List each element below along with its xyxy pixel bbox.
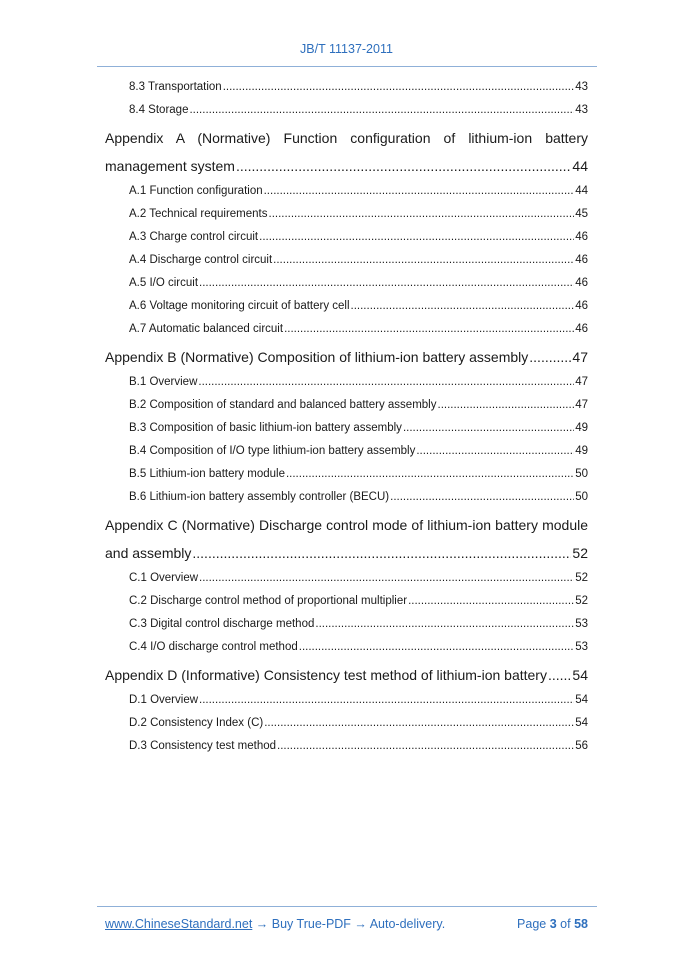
toc-entry-page: 50: [575, 491, 588, 503]
toc-entry-label: A.4 Discharge control circuit: [129, 254, 273, 266]
toc-entry-label: C.4 I/O discharge control method: [129, 641, 298, 653]
toc-entry-8-4[interactable]: [105, 99, 588, 122]
toc-entry-label: D.3 Consistency test method: [129, 740, 277, 752]
toc-entry-page: 52: [575, 595, 588, 607]
toc-entry-label: A.3 Charge control circuit: [129, 231, 259, 243]
dot-leader: [416, 440, 574, 463]
toc-entry-label: B.1 Overview: [129, 376, 198, 388]
dot-leader: [199, 689, 574, 712]
toc-entry-c-1[interactable]: [105, 567, 588, 590]
page-of-word: of: [560, 917, 571, 931]
toc-entry-a-5[interactable]: [105, 272, 588, 295]
toc-entry-page: 46: [575, 323, 588, 335]
toc-entry-page: 46: [575, 300, 588, 312]
appendix-b-title: Appendix B (Normative) Composition of lithium-ion battery assembly: [105, 349, 529, 365]
toc-entry-label: D.1 Overview: [129, 694, 199, 706]
dot-leader: [284, 318, 574, 341]
dot-leader: [264, 712, 574, 735]
toc-entry-label: 8.4 Storage: [129, 104, 189, 116]
dot-leader: [529, 343, 571, 371]
dot-leader: [299, 636, 574, 659]
toc-entry-a-4[interactable]: [105, 249, 588, 272]
toc-entry-label: 8.3 Transportation: [129, 81, 222, 93]
toc-entry-page: 53: [575, 641, 588, 653]
dot-leader: [199, 272, 574, 295]
dot-leader: [403, 417, 574, 440]
toc-entry-page: 50: [575, 468, 588, 480]
toc-entry-b-3[interactable]: [105, 417, 588, 440]
toc-entry-label: B.3 Composition of basic lithium-ion battery assembly: [129, 422, 402, 434]
dot-leader: [390, 486, 574, 509]
toc-entry-page: 46: [575, 277, 588, 289]
toc-appendix-d[interactable]: [105, 661, 588, 689]
toc-entry-page: 45: [575, 208, 588, 220]
toc-entry-d-2[interactable]: [105, 712, 588, 735]
dot-leader: [277, 735, 574, 758]
toc-entry-label: A.7 Automatic balanced circuit: [129, 323, 284, 335]
toc-entry-b-1[interactable]: [105, 371, 588, 394]
appendix-c-title-line1: Appendix C (Normative) Discharge control mode of lithium-ion battery module: [105, 517, 588, 533]
toc-entry-a-2[interactable]: [105, 203, 588, 226]
toc-entry-b-2[interactable]: [105, 394, 588, 417]
footer-tagline: → Buy True-PDF → Auto-delivery.: [252, 917, 446, 931]
toc-entry-label: C.1 Overview: [129, 572, 199, 584]
appendix-b-page: 47: [572, 349, 588, 365]
appendix-d-title: Appendix D (Informative) Consistency test method of lithium-ion battery: [105, 667, 547, 683]
toc-entry-page: 43: [575, 81, 588, 93]
toc-entry-page: 46: [575, 231, 588, 243]
toc-entry-c-4[interactable]: [105, 636, 588, 659]
dot-leader: [351, 295, 575, 318]
toc-entry-a-6[interactable]: [105, 295, 588, 318]
toc-entry-d-1[interactable]: [105, 689, 588, 712]
dot-leader: [264, 180, 575, 203]
dot-leader: [236, 152, 571, 180]
toc-entry-page: 53: [575, 618, 588, 630]
toc-entry-a-1[interactable]: [105, 180, 588, 203]
toc-entry-label: C.2 Discharge control method of proportional multiplier: [129, 595, 408, 607]
toc-entry-label: B.4 Composition of I/O type lithium-ion battery assembly: [129, 445, 416, 457]
dot-leader: [548, 661, 571, 689]
dot-leader: [269, 203, 575, 226]
toc-entry-label: C.3 Digital control discharge method: [129, 618, 315, 630]
total-pages-number: 58: [574, 917, 588, 931]
toc-entry-label: D.2 Consistency Index (C): [129, 717, 264, 729]
dot-leader: [259, 226, 574, 249]
toc-entry-page: 43: [575, 104, 588, 116]
dot-leader: [199, 567, 574, 590]
document-code-header: JB/T 11137-2011: [300, 42, 393, 56]
dot-leader: [189, 99, 574, 122]
appendix-c-page: 52: [572, 545, 588, 561]
appendix-c-title-line2: and assembly: [105, 545, 192, 561]
toc-entry-b-5[interactable]: [105, 463, 588, 486]
toc-entry-8-3[interactable]: [105, 76, 588, 99]
toc-entry-page: 47: [575, 376, 588, 388]
toc-entry-label: B.5 Lithium-ion battery module: [129, 468, 285, 480]
toc-entry-d-3[interactable]: [105, 735, 588, 758]
table-of-contents: [105, 76, 588, 758]
page-indicator: [517, 917, 588, 931]
appendix-a-page: 44: [572, 158, 588, 174]
toc-entry-label: A.5 I/O circuit: [129, 277, 199, 289]
toc-entry-label: A.2 Technical requirements: [129, 208, 268, 220]
toc-entry-b-6[interactable]: [105, 486, 588, 509]
toc-entry-page: 44: [575, 185, 588, 197]
toc-appendix-a[interactable]: [105, 124, 588, 180]
toc-appendix-c[interactable]: [105, 511, 588, 567]
dot-leader: [286, 463, 574, 486]
dot-leader: [315, 613, 574, 636]
toc-entry-b-4[interactable]: [105, 440, 588, 463]
dot-leader: [408, 590, 574, 613]
toc-entry-a-7[interactable]: [105, 318, 588, 341]
appendix-a-title-line1: Appendix A (Normative) Function configuration of lithium-ion battery: [105, 130, 588, 146]
toc-entry-page: 54: [575, 694, 588, 706]
appendix-a-title-line2: management system: [105, 158, 235, 174]
toc-entry-page: 56: [575, 740, 588, 752]
dot-leader: [198, 371, 574, 394]
footer-divider: [97, 906, 597, 907]
dot-leader: [438, 394, 575, 417]
page-footer: [105, 917, 588, 931]
toc-entry-page: 52: [575, 572, 588, 584]
toc-entry-label: B.6 Lithium-ion battery assembly controller (BECU): [129, 491, 390, 503]
dot-leader: [192, 539, 571, 567]
dot-leader: [223, 76, 575, 99]
toc-entry-label: B.2 Composition of standard and balanced battery assembly: [129, 399, 437, 411]
dot-leader: [273, 249, 574, 272]
page-word: Page: [517, 917, 547, 931]
toc-entry-page: 47: [575, 399, 588, 411]
toc-appendix-b[interactable]: [105, 343, 588, 371]
appendix-d-page: 54: [572, 667, 588, 683]
toc-entry-a-3[interactable]: [105, 226, 588, 249]
toc-entry-label: A.1 Function configuration: [129, 185, 263, 197]
toc-entry-c-3[interactable]: [105, 613, 588, 636]
website-link[interactable]: www.ChineseStandard.net: [105, 917, 253, 931]
toc-entry-page: 49: [575, 422, 588, 434]
toc-entry-page: 46: [575, 254, 588, 266]
toc-entry-page: 49: [575, 445, 588, 457]
header-divider: [97, 66, 597, 67]
toc-entry-page: 54: [575, 717, 588, 729]
footer-promo: [105, 917, 445, 931]
toc-entry-c-2[interactable]: [105, 590, 588, 613]
toc-entry-label: A.6 Voltage monitoring circuit of battery cell: [129, 300, 350, 312]
current-page-number: 3: [549, 917, 557, 931]
